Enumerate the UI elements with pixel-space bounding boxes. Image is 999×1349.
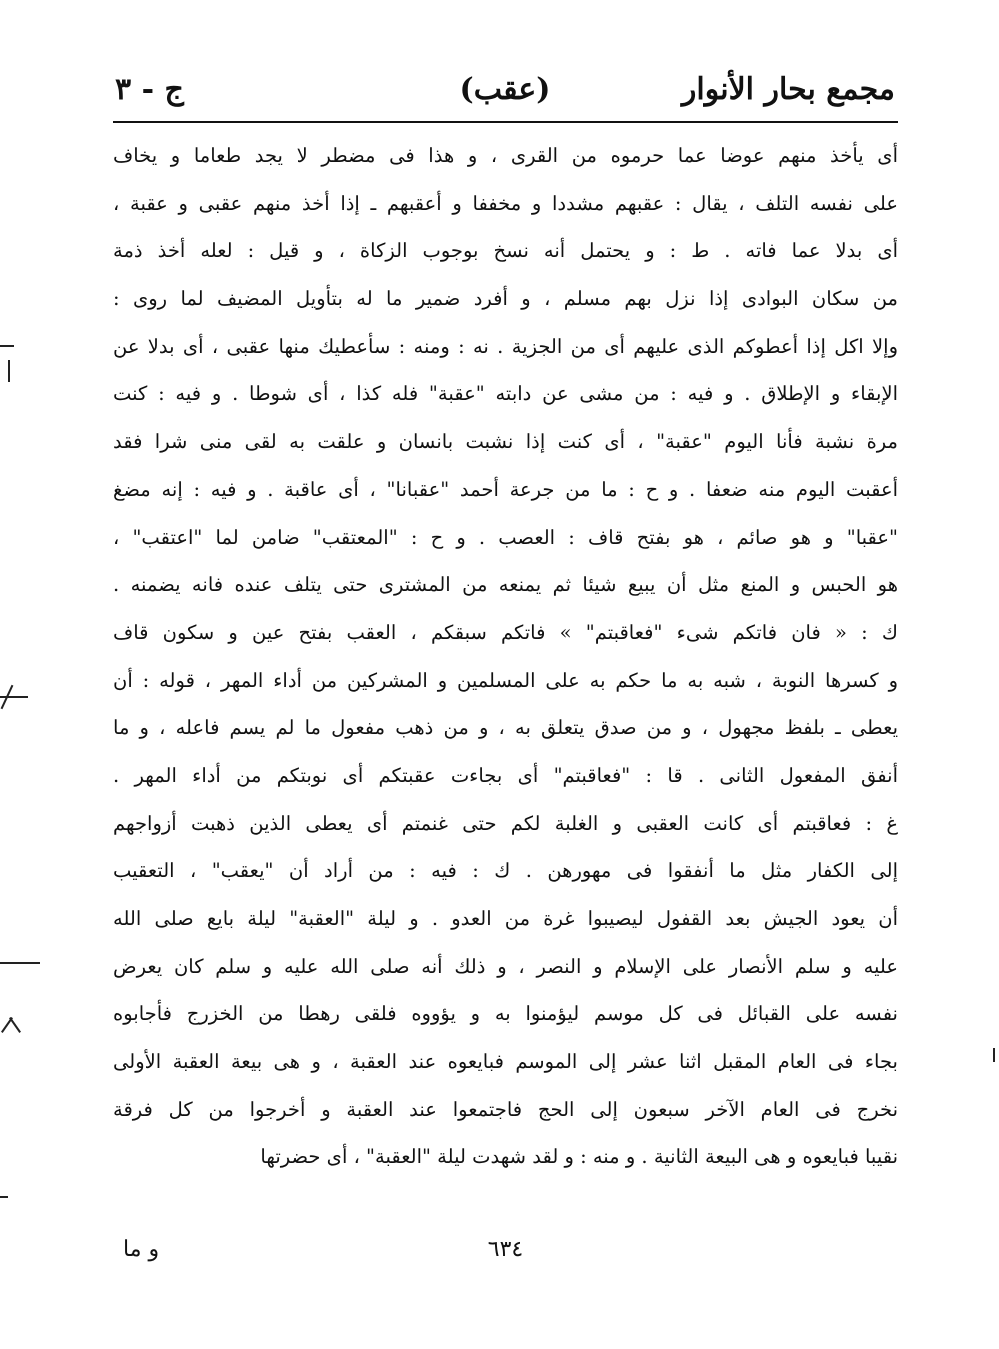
text-line: نفسه على القبائل فى كل موسم ليؤمنوا به و يؤووه فلقى رهطا من الخزرج فأجابوه [113,1002,898,1026]
margin-mark [8,360,10,382]
text-line: غ : فعاقبتم أى كانت العقبى و الغلبة لكم حتى غنمتم أى يعطى الذين ذهبت أزواجهم [113,811,898,835]
text-line: نخرج فى العام الآخر سبعون إلى الحج فاجتمعوا عند العقبة و أخرجوا من كل فرقة [113,1097,898,1121]
page-number: ٦٣٤ [487,1237,524,1262]
text-line: أى يأخذ منهم عوضا عما حرموه من القرى ، و هذا فى مضطر لا يجد طعاما و يخاف [113,144,898,167]
margin-mark [0,962,40,964]
text-line: "عقبا" و هو صائم ، هو بفتح قاف : العصب . و ح : "المعتقب" ضامن لما "اعتقب" ، [113,525,898,549]
text-line: وإلا اكل إذا أعطوكم الذى عليهم أى من الجزية . نه : ومنه : سأعطيك منها عقبى ، أى بدلا عن [113,334,898,358]
text-line: يعطى ـ بلفظ مجهول ، و من صدق يتعلق به ، و من ذهب مفعول ما لم يسم فاعله ، و ما [113,716,898,740]
text-line: أن يعود الجيش بعد القفول ليصيبوا غرة من العدو . و ليلة "العقبة" ليلة بايع صلى الله [113,907,898,930]
text-line: أنفق المفعول الثانى . قا : "فعاقبتم" أى بجاءت عقبتكم أى نوبتكم من أداء المهر . [113,763,898,787]
text-line: أى بدلا عما فاته . ط : و يحتمل أنه نسخ بوجوب الزكاة ، و قيل : لعله أخذ ذمة [113,239,898,263]
running-header [115,70,895,118]
text-line: أعقبت اليوم منه ضعفا . و ح : ما من جرعة أحمد "عقبانا" ، أى عاقبة . و فيه : إنه مضغ [113,477,898,501]
volume-label: ج - ٣ [115,72,184,107]
text-line: هو الحبس و المنع مثل أن يبيع شيئا ثم يمنعه من المشترى حتى يتلف عنده فانه يضمنه . [113,573,898,597]
text-line: بجاء فى العام المقبل اثنا عشر إلى الموسم فبايعوه عند العقبة ، و هى بيعة العقبة الأولى [113,1050,898,1074]
margin-mark [0,345,14,347]
book-title: مجمع بحار الأنوار [681,72,895,107]
text-line: الإبقاء و الإطلاق . و فيه : من مشى عن دابته "عقبة" فله كذا ، أى شوطا . و فيه : كنت [113,382,898,406]
text-line: نقيبا فبايعوه و هى البيعة الثانية . و منه : و لقد شهدت ليلة "العقبة" ، أى حضرتها [260,1145,898,1169]
text-line: و كسرها النوبة ، شبه به ما حكم به على المسلمين و المشركين من أداء المهر ، قوله : أن [113,668,898,692]
text-line: مرة نشبة فأنا اليوم "عقبة" ، أى كنت إذا نشبت بانسان و علقت به لقى منى شرا فقد [113,430,898,454]
text-line: إلى الكفار مثل ما أنفقوا فى مهورهن . ك : فيه : من أراد أن "يعقب" ، التعقيب [113,859,898,883]
entry-heading: (عقب) [459,72,551,107]
catchword: و ما [123,1237,160,1262]
text-line: ك : « فان فاتكم شىء "فعاقبتم" » فاتكم سبقكم ، العقب بفتح عين و سكون قاف [113,620,898,644]
text-line: على نفسه التلف ، يقال : عقبهم مشددا و مخففا و أعقبهم ـ إذا أخذ منهم عقبى و عقبة ، [113,191,898,215]
margin-mark [993,1048,995,1062]
margin-mark [9,1017,21,1033]
text-line: من سكان البوادى إذا نزل بهم مسلم ، و أفرد ضمير ما له بتأويل المضيف لما روى : [113,287,898,311]
header-rule [113,121,898,123]
page-footer [113,1232,898,1272]
text-line: عليه و سلم الأنصار على الإسلام و النصر ، و ذلك أنه صلى الله عليه و سلم كان يعرض [113,954,898,978]
margin-mark [0,1196,8,1198]
body-text [113,132,898,1181]
